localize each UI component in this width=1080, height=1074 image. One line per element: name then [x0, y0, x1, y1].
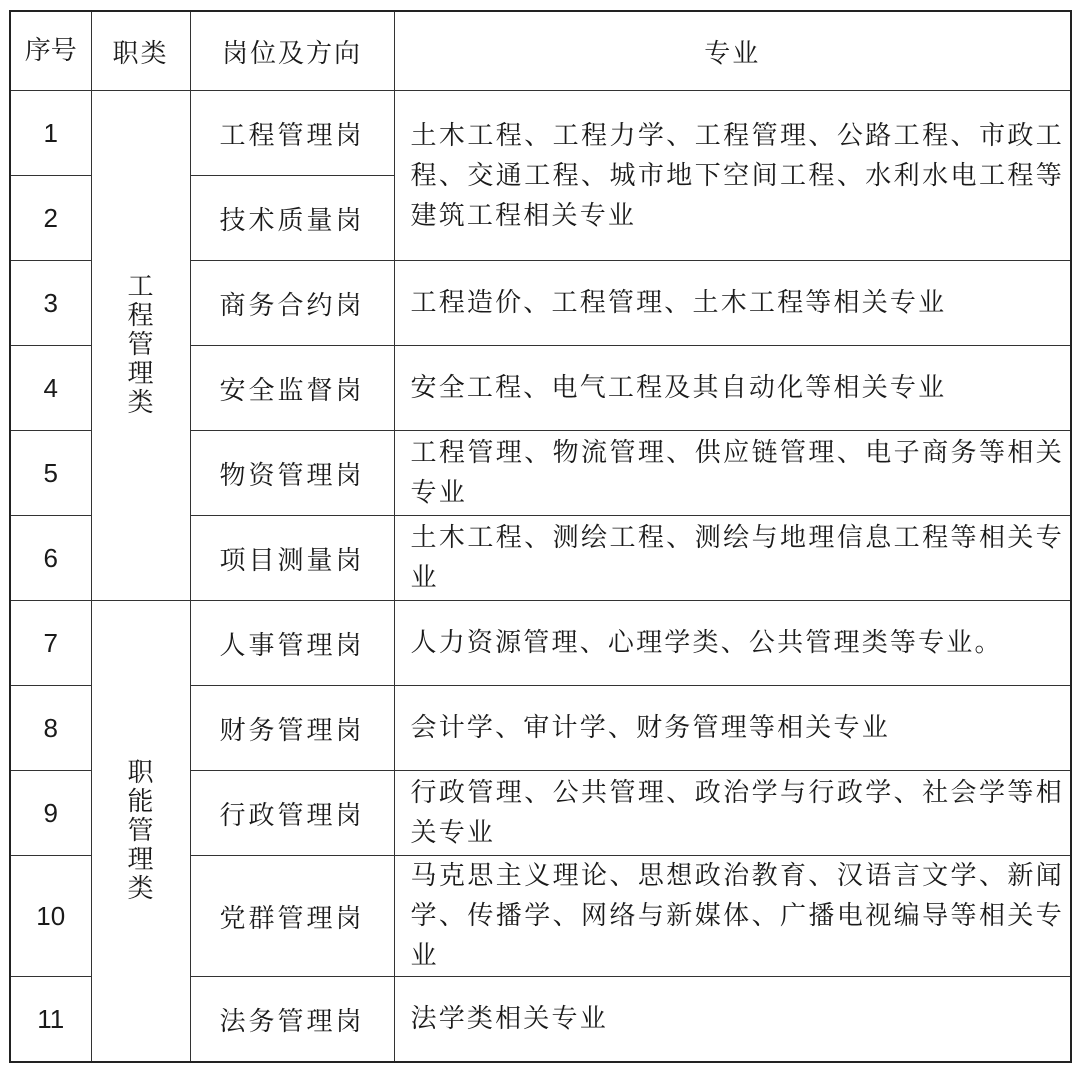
- header-major: 专业: [394, 11, 1071, 91]
- row-major: 马克思主义理论、思想政治教育、汉语言文学、新闻学、传播学、网络与新媒体、广播电视编导等相关专业: [394, 856, 1071, 977]
- row-position: 行政管理岗: [190, 771, 394, 856]
- row-major: 土木工程、工程力学、工程管理、公路工程、市政工程、交通工程、城市地下空间工程、水利水电工程等建筑工程相关专业: [394, 91, 1071, 261]
- category-functional: [91, 601, 190, 1063]
- row-seq: 8: [10, 686, 91, 771]
- row-major: 土木工程、测绘工程、测绘与地理信息工程等相关专业: [394, 516, 1071, 601]
- row-major: 行政管理、公共管理、政治学与行政学、社会学等相关专业: [394, 771, 1071, 856]
- row-position: 工程管理岗: [190, 91, 394, 176]
- table-row: [10, 601, 1071, 686]
- row-seq: 5: [10, 431, 91, 516]
- row-seq: 4: [10, 346, 91, 431]
- row-position: 物资管理岗: [190, 431, 394, 516]
- row-seq: 6: [10, 516, 91, 601]
- category-engineering: [91, 91, 190, 601]
- row-position: 党群管理岗: [190, 856, 394, 977]
- row-major: 工程管理、物流管理、供应链管理、电子商务等相关专业: [394, 431, 1071, 516]
- category-engineering-label: 工程管理类: [127, 272, 154, 418]
- row-seq: 2: [10, 176, 91, 261]
- header-row: [10, 11, 1071, 91]
- row-seq: 11: [10, 977, 91, 1063]
- row-major: 人力资源管理、心理学类、公共管理类等专业。: [394, 601, 1071, 686]
- row-position: 商务合约岗: [190, 261, 394, 346]
- row-position: 财务管理岗: [190, 686, 394, 771]
- row-major: 安全工程、电气工程及其自动化等相关专业: [394, 346, 1071, 431]
- row-position: 项目测量岗: [190, 516, 394, 601]
- header-position: 岗位及方向: [190, 11, 394, 91]
- row-seq: 10: [10, 856, 91, 977]
- row-seq: 9: [10, 771, 91, 856]
- table-row: [10, 91, 1071, 176]
- row-major: 法学类相关专业: [394, 977, 1071, 1063]
- header-category: 职类: [91, 11, 190, 91]
- majors-table: [9, 10, 1072, 1063]
- header-seq: [10, 11, 91, 91]
- row-seq: 7: [10, 601, 91, 686]
- row-position: 安全监督岗: [190, 346, 394, 431]
- category-functional-label: 职能管理类: [127, 757, 154, 904]
- row-major: 工程造价、工程管理、土木工程等相关专业: [394, 261, 1071, 346]
- row-position: 法务管理岗: [190, 977, 394, 1063]
- row-position: 技术质量岗: [190, 176, 394, 261]
- row-seq: 1: [10, 91, 91, 176]
- row-major: 会计学、审计学、财务管理等相关专业: [394, 686, 1071, 771]
- header-seq-text: 序号: [24, 36, 77, 66]
- row-position: 人事管理岗: [190, 601, 394, 686]
- row-seq: 3: [10, 261, 91, 346]
